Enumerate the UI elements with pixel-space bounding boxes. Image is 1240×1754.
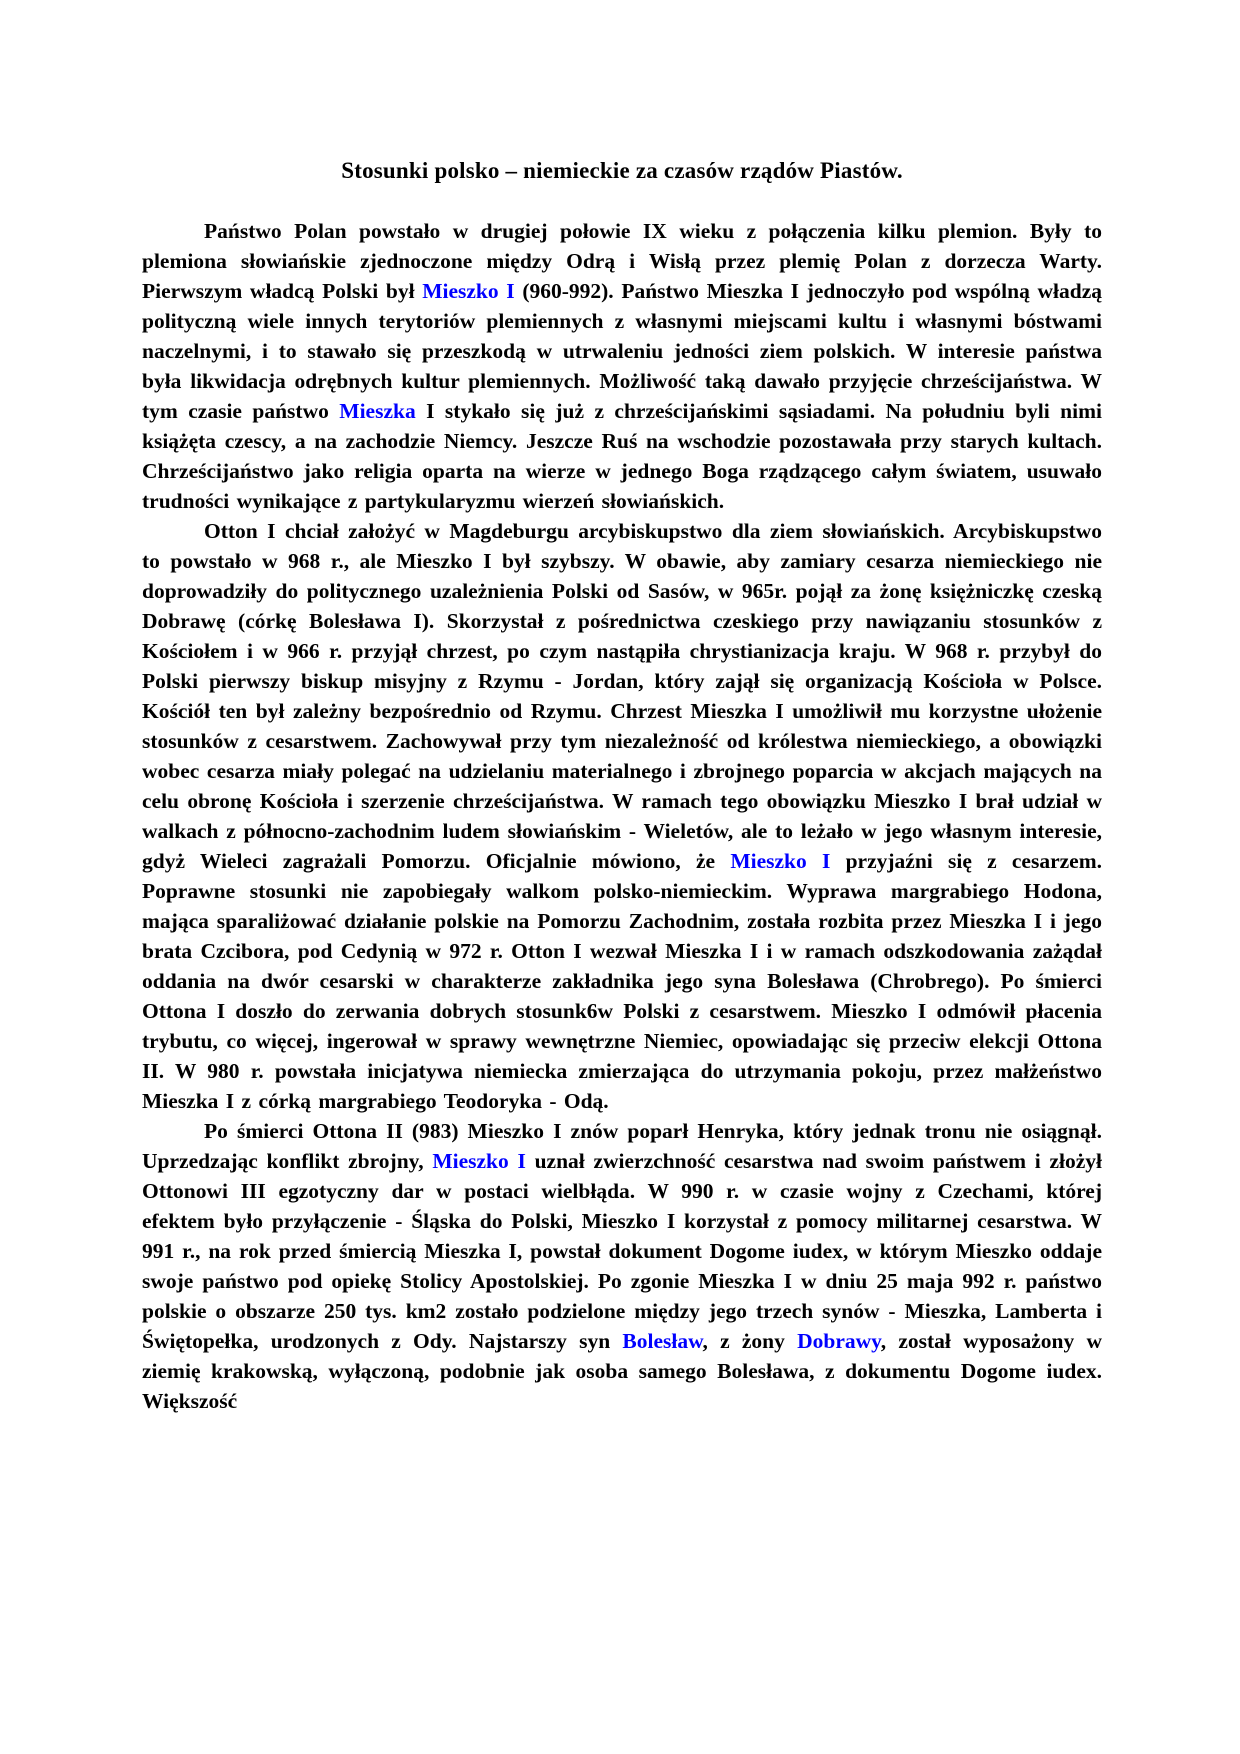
inline-link[interactable]: Mieszka <box>339 399 416 423</box>
inline-link[interactable]: Bolesław <box>622 1329 703 1353</box>
document-title: Stosunki polsko – niemieckie za czasów rządów Piastów. <box>341 158 903 183</box>
text-run: , z żony <box>702 1329 798 1353</box>
text-run: , został wyposażony w ziemię krakowską, wyłączoną, podobnie jak osoba samego Bolesława, z dokumentu Dogome iudex. Większość <box>142 1329 1103 1413</box>
paragraph <box>142 216 1102 516</box>
paragraph <box>142 1116 1102 1416</box>
text-run: Państwo Polan powstało w drugiej połowie IX wieku z połączenia kilku plemion. Były to plemiona słowiańskie zjednoczone między Odrą i Wisłą przez plemię Polan z dorzecza Warty. Pierwszym władcą Polski był <box>142 219 1102 303</box>
inline-link[interactable]: Dobrawy <box>797 1329 881 1353</box>
text-run: przyjaźni się z cesarzem. Poprawne stosunki nie zapobiegały walkom polsko-niemieckim. Wyprawa margrabiego Hodona, mająca sparaliżować działanie polskie na Pomorzu Zachodnim, została rozbita przez Mieszka I i jego brata Czcibora, pod Cedynią w 972 r. Otton I wezwał Mieszka I i w ramach odszkodowania zażądał oddania na dwór cesarski w charakterze zakładnika jego syna Bolesława (Chrobrego). Po śmierci Ottona I doszło do zerwania dobrych stosunk6w Polski z cesarstwem. Mieszko I odmówił płacenia trybutu, co więcej, ingerował w sprawy wewnętrzne Niemiec, opowiadając się przeciw elekcji Ottona II. W 980 r. powstała inicjatywa niemiecka zmierzająca do utrzymania pokoju, przez małżeństwo Mieszka I z córką margrabiego Teodoryka - Odą. <box>142 849 1103 1113</box>
document-body <box>142 216 1102 1416</box>
text-run: Otton I chciał założyć w Magdeburgu arcybiskupstwo dla ziem słowiańskich. Arcybiskupstwo to powstało w 968 r., ale Mieszko I był szybszy. W obawie, aby zamiary cesarza niemieckiego nie doprowadziły do politycznego uzależnienia Polski od Sasów, w 965r. pojął za żonę księżniczkę czeską Dobrawę (córkę Bolesława I). Skorzystał z pośrednictwa czeskiego przy nawiązaniu stosunków z Kościołem i w 966 r. przyjął chrzest, po czym nastąpiła chrystianizacja kraju. W 968 r. przybył do Polski pierwszy biskup misyjny z Rzymu - Jordan, który zajął się organizacją Kościoła w Polsce. Kościół ten był zależny bezpośrednio od Rzymu. Chrzest Mieszka I umożliwił mu korzystne ułożenie stosunków z cesarstwem. Zachowywał przy tym niezależność od królestwa niemieckiego, a obowiązki wobec cesarza miały polegać na udzielaniu materialnego i zbrojnego poparcia w akcjach mających na celu obronę Kościoła i szerzenie chrześcijaństwa. W ramach tego obowiązku Mieszko I brał udział w walkach z północno-zachodnim ludem słowiańskim - Wieletów, ale to leżało w jego własnym interesie, gdyż Wieleci zagrażali Pomorzu. Oficjalnie mówiono, że <box>142 519 1102 873</box>
text-run: uznał zwierzchność cesarstwa nad swoim państwem i złożył Ottonowi III egzotyczny dar w postaci wielbłąda. W 990 r. w czasie wojny z Czechami, której efektem było przyłączenie - Śląska do Polski, Mieszko I korzystał z pomocy militarnej cesarstwa. W 991 r., na rok przed śmiercią Mieszka I, powstał dokument Dogome iudex, w którym Mieszko oddaje swoje państwo pod opiekę Stolicy Apostolskiej. Po zgonie Mieszka I w dniu 25 maja 992 r. państwo polskie o obszarze 250 tys. km2 zostało podzielone między jego trzech synów - Mieszka, Lamberta i Świętopełka, urodzonych z Ody. Najstarszy syn <box>142 1149 1102 1353</box>
text-run: Po śmierci Ottona II (983) Mieszko I znów poparł Henryka, który jednak tronu nie osiągnął. Uprzedzając konflikt zbrojny, <box>142 1119 1102 1173</box>
inline-link[interactable]: Mieszko I <box>432 1149 526 1173</box>
text-run: I stykało się już z chrześcijańskimi sąsiadami. Na południu byli nimi książęta czescy, a na zachodzie Niemcy. Jeszcze Ruś na wschodzie pozostawała przy starych kultach. Chrześcijaństwo jako religia oparta na wierze w jednego Boga rządzącego całym światem, usuwało trudności wynikające z partykularyzmu wierzeń słowiańskich. <box>142 399 1102 513</box>
inline-link[interactable]: Mieszko I <box>730 849 831 873</box>
inline-link[interactable]: Mieszko I <box>422 279 515 303</box>
text-run: (960-992). Państwo Mieszka I jednoczyło pod wspólną władzą polityczną wiele innych terytoriów plemiennych z własnymi miejscami kultu i własnymi bóstwami naczelnymi, i to stawało się przeszkodą w utrwaleniu jedności ziem polskich. W interesie państwa była likwidacja odrębnych kultur plemiennych. Możliwość taką dawało przyjęcie chrześcijaństwa. W tym czasie państwo <box>142 279 1103 423</box>
paragraph <box>142 516 1102 1116</box>
